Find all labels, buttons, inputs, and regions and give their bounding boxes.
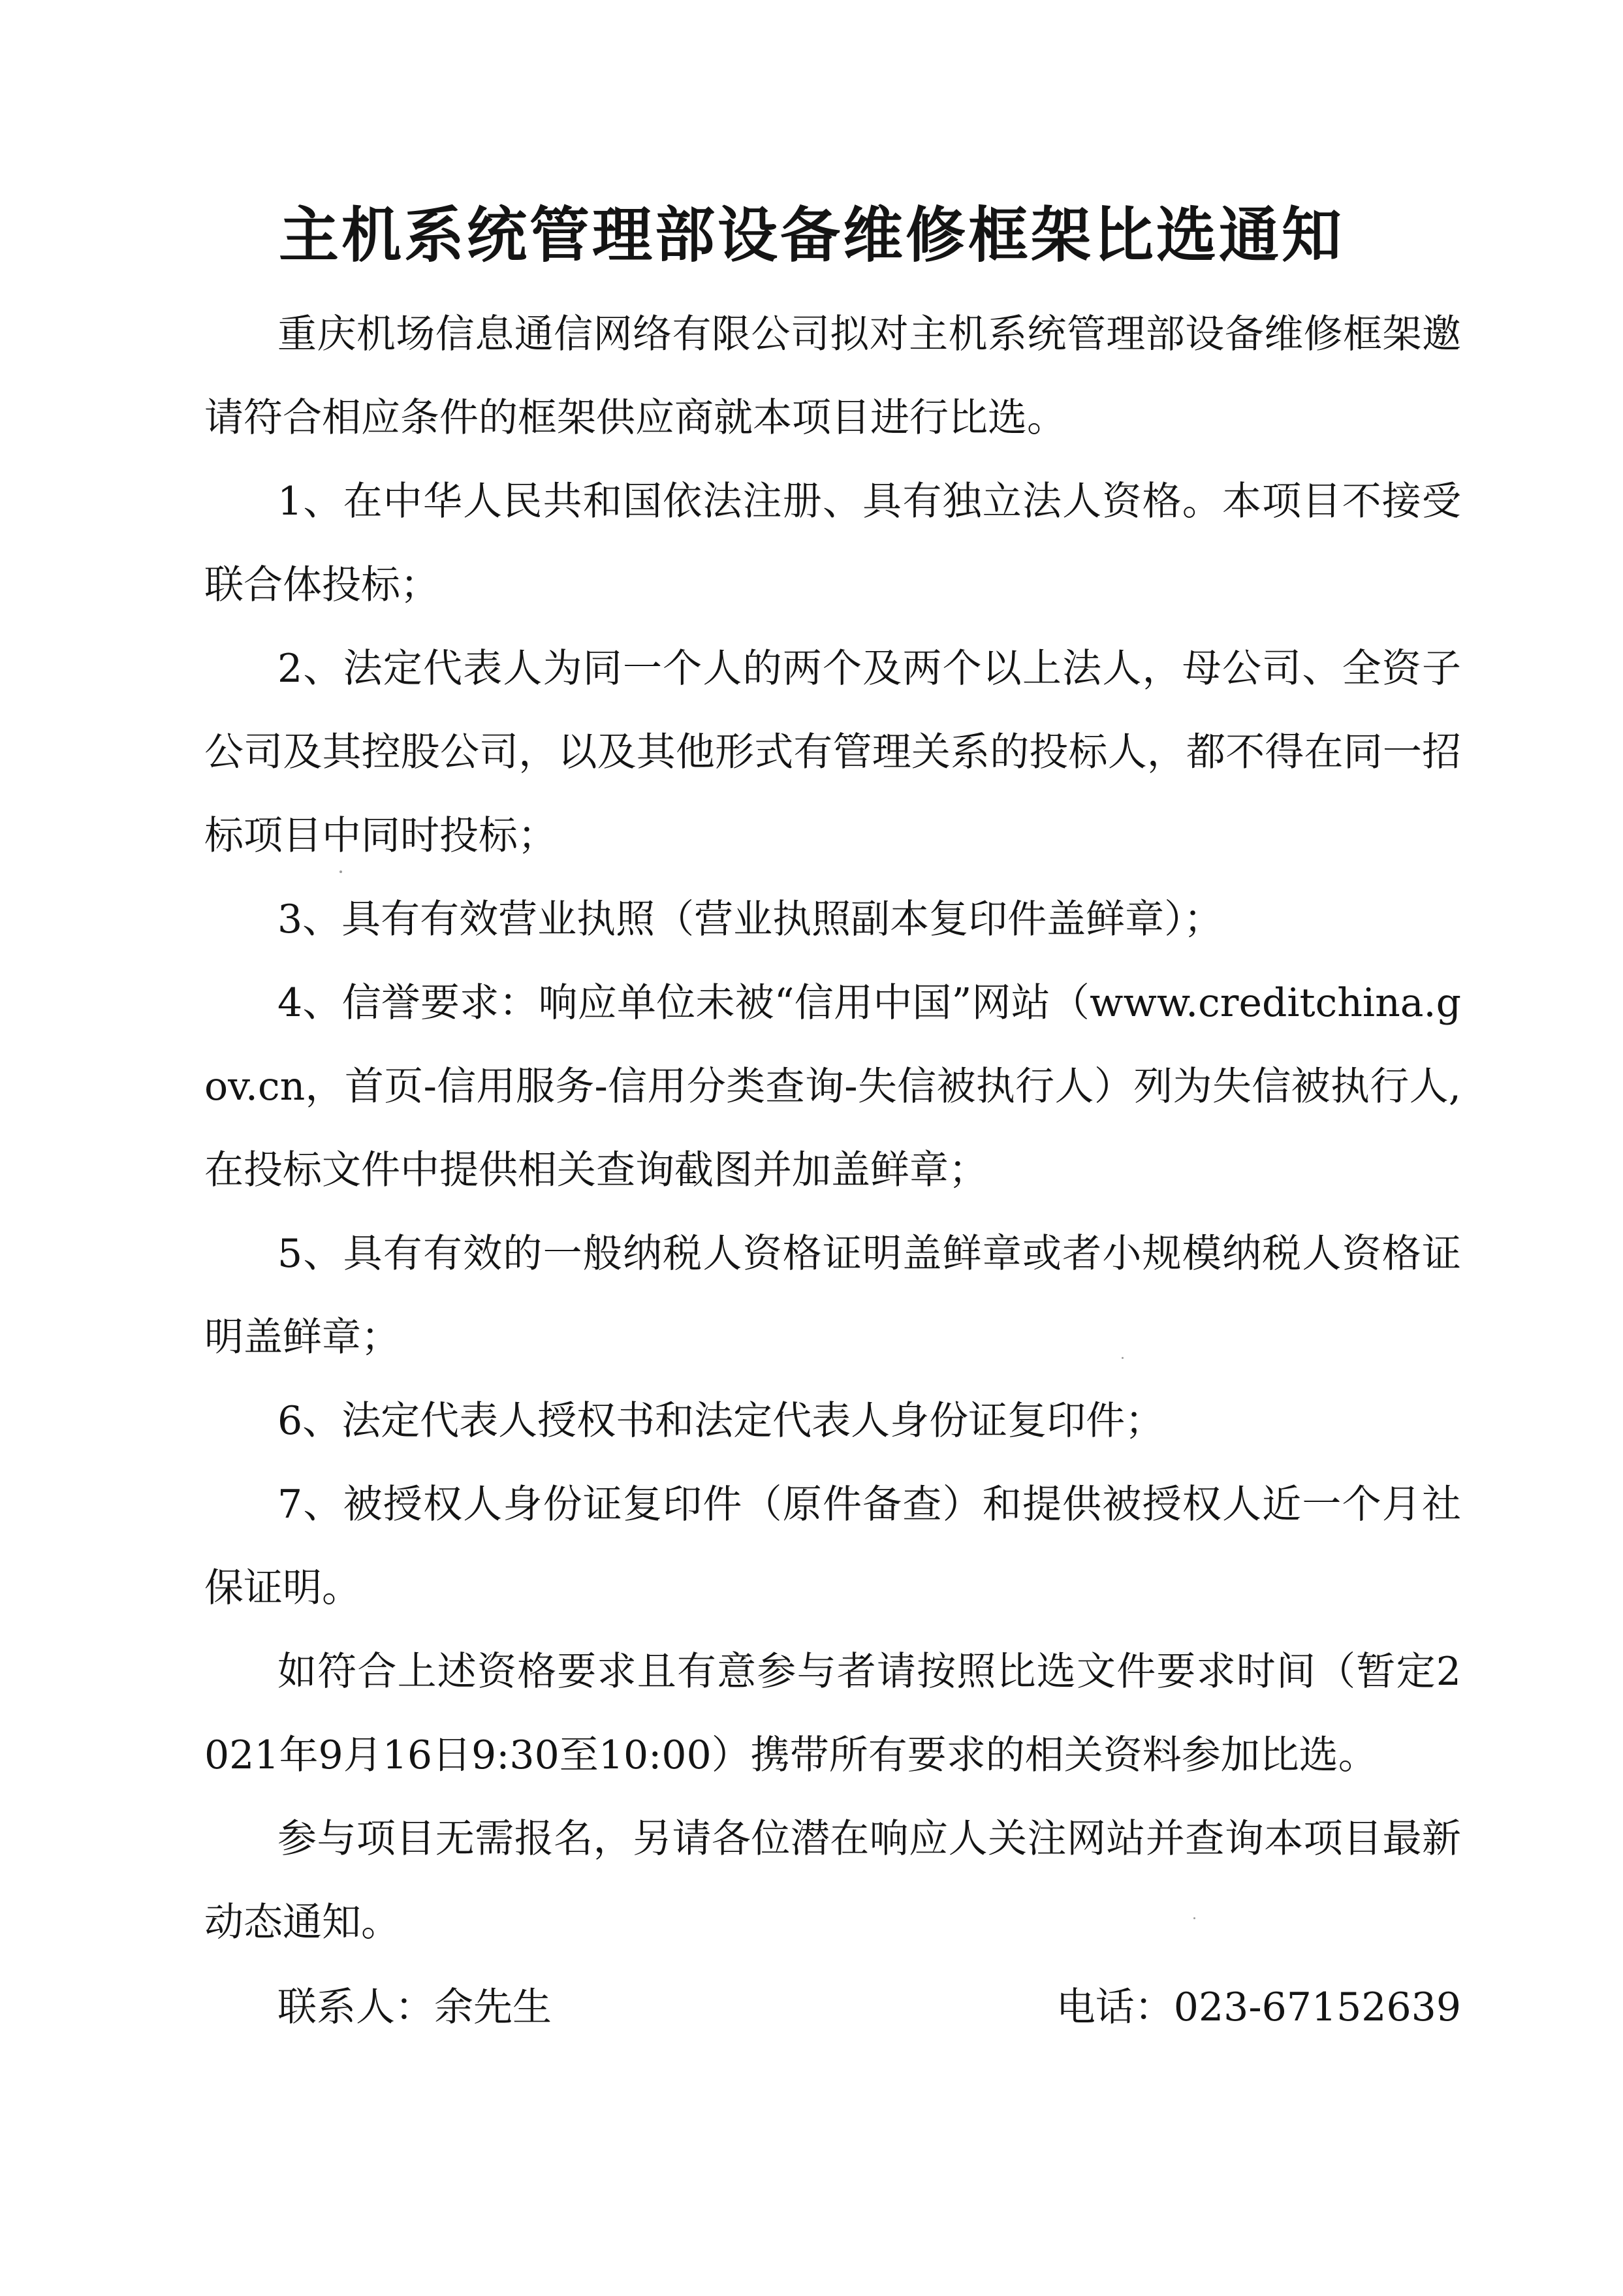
contact-phone: 电话：023-67152639: [1056, 1985, 1461, 2030]
requirement-5: 5、具有有效的一般纳税人资格证明盖鲜章或者小规模纳税人资格证明盖鲜章；: [204, 1231, 1461, 1360]
registration-paragraph: 参与项目无需报名，另请各位潜在响应人关注网站并查询本项目最新动态通知。: [204, 1816, 1461, 1945]
requirement-6: 6、法定代表人授权书和法定代表人身份证复印件；: [277, 1398, 1165, 1444]
notice-title: 主机系统管理部设备维修框架比选通知: [278, 200, 1344, 270]
requirement-7: 7、被授权人身份证复印件（原件备查）和提供被授权人近一个月社保证明。: [204, 1482, 1461, 1611]
contact-row: [204, 1966, 1461, 2049]
notice-body: [204, 293, 1461, 1964]
scan-speck: [1193, 1917, 1195, 1919]
requirement-2: 2、法定代表人为同一个人的两个及两个以上法人，母公司、全资子公司及其控股公司，以及其他形式有管理关系的投标人，都不得在同一招标项目中同时投标；: [204, 646, 1461, 859]
contact-person: 联系人：余先生: [277, 1985, 552, 2030]
schedule-paragraph: 如符合上述资格要求且有意参与者请按照比选文件要求时间（暂定2021年9月16日9:30至10:00）携带所有要求的相关资料参加比选。: [204, 1649, 1461, 1778]
scan-speck: [339, 870, 342, 873]
intro-paragraph: 重庆机场信息通信网络有限公司拟对主机系统管理部设备维修框架邀请符合相应条件的框架供应商就本项目进行比选。: [204, 311, 1461, 441]
requirement-3: 3、具有有效营业执照（营业执照副本复印件盖鲜章）；: [277, 897, 1223, 942]
scan-speck: [1122, 1357, 1124, 1359]
requirement-1: 1、在中华人民共和国依法注册、具有独立法人资格。本项目不接受联合体投标；: [204, 479, 1461, 608]
requirement-4: 4、信誉要求：响应单位未被“信用中国”网站（www.creditchina.gov.cn，首页-信用服务-信用分类查询-失信被执行人）列为失信被执行人,在投标文件中提供相关查询截图并加盖鲜章；: [204, 980, 1461, 1193]
